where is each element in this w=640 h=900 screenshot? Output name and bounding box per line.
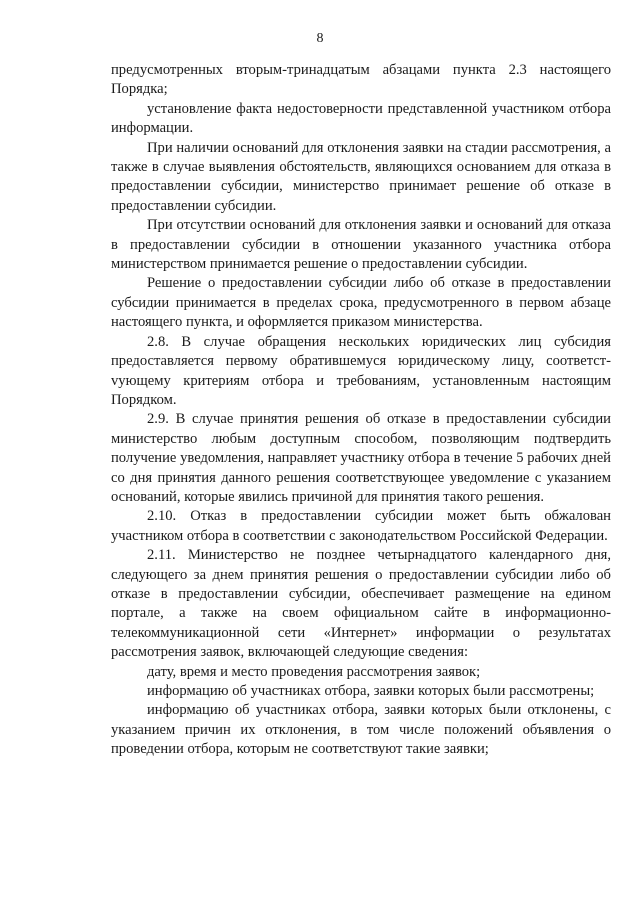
paragraph-5: Решение о предоставлении субсидии либо об отказе в предоставлении субсидии принимается в пределах срока, предусмотренного в первом абзаце настоящего пункта, и оформляется приказом министерства. [111, 275, 611, 331]
paragraph-10: дату, время и место проведения рассмотрения заявок; [147, 663, 481, 680]
paragraph-11: информацию об участниках отбора, заявки которых были рассмотрены; [147, 683, 595, 699]
paragraph-1: предусмотренных вторым-тринадцатым абзацами пункта 2.3 настоящего Порядка; [111, 62, 611, 98]
paragraph-12: информацию об участниках отбора, заявки которых были отклонены, с указанием причин их отклонения, в том числе положений объявления о проведении отбора, которым не соответствуют такие заявки; [111, 702, 611, 758]
page-number: 8 [316, 31, 324, 46]
paragraph-4: При отсутствии оснований для отклонения заявки и оснований для отказа в предоставлении субсидии в отношении указанного участника отбора министерством принимается решение о предоставлении субсидии. [111, 217, 611, 273]
paragraph-3: При наличии оснований для отклонения заявки на стадии рассмотрения, а также в случае выявления обстоятельств, являющихся основанием для отказа в предоставлении субсидии, министерство принимает решение об отказе в предоставлении субсидии. [111, 139, 611, 214]
paragraph-9: 2.11. Министерство не позднее четырнадцатого календарного дня, следующего за днем принятия решения о предоставлении субсидии либо об отказе в предоставлении субсидии, обеспечивает размещение на едином портале, а также на своем официальном сайте в информационнотелекоммуникационной сети «Интернет» информации о результатах рассмотрения заявок, включающей следующие сведения: [111, 547, 611, 661]
paragraph-8: 2.10. Отказ в предоставлении субсидии может быть обжалован участником отбора в соответствии с законодательством Российской Федерации. [111, 508, 611, 544]
paragraph-7: 2.9. В случае принятия решения об отказе в предоставлении субсидии министерство любым доступным способом, позволяющим подтвердить получение уведомления, направляет участнику отбора в течение 5 рабочих дней со дня принятия данного решения соответствующее уведомление с указанием оснований, которые явились причиной для принятия такого решения. [111, 411, 611, 505]
paragraph-6: 2.8. В случае обращения нескольких юридических лиц субсидия предоставляется первому обратившемуся юридическому лицу, соответстvующему критериям отбора и требованиям, установленным настоящим Порядком. [111, 333, 611, 408]
document-body [111, 61, 611, 760]
paragraph-2: установление факта недостоверности представленной участником отбора информации. [111, 100, 611, 137]
